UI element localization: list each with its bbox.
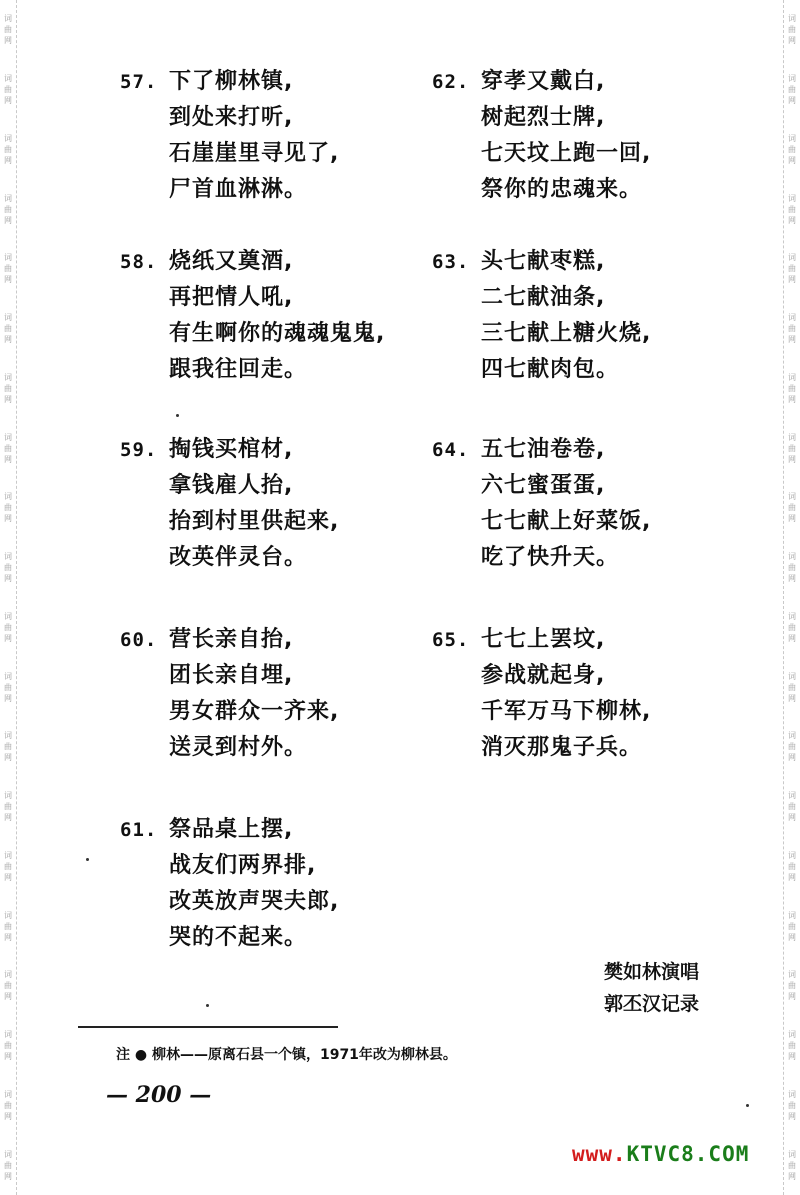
- watermark-char: 网: [788, 454, 796, 464]
- watermark-char: 词: [788, 313, 796, 323]
- watermark-char: 网: [788, 155, 796, 165]
- watermark-char: 曲: [4, 1100, 12, 1110]
- watermark-char: 词: [4, 731, 12, 741]
- watermark-char: 网: [788, 574, 796, 584]
- watermark-char: 词: [788, 611, 796, 621]
- watermark-char: 网: [788, 932, 796, 942]
- verse-line: 到处来打听,: [169, 105, 294, 130]
- watermark-char: 词: [4, 133, 12, 143]
- watermark-group: [788, 896, 796, 956]
- watermark-char: 曲: [4, 921, 12, 931]
- verse-line: 送灵到村外。: [169, 735, 308, 760]
- verse-line: 头七献枣糕,: [481, 249, 606, 274]
- watermark-char: 词: [4, 671, 12, 681]
- watermark-char: 词: [788, 74, 796, 84]
- verse-line: 尸首血淋淋。: [169, 177, 308, 202]
- watermark-char: 网: [788, 96, 796, 106]
- watermark-group: [788, 478, 796, 538]
- footnote-divider: [78, 1026, 338, 1028]
- watermark-char: 曲: [4, 742, 12, 752]
- watermark-char: 词: [788, 253, 796, 263]
- watermark-char: 曲: [788, 861, 796, 871]
- verse-line: 改英放声哭夫郎,: [169, 889, 340, 914]
- verse-line: 七七献上好菜饭,: [481, 509, 652, 534]
- verse-64: [432, 432, 732, 576]
- verse-line: 四七献肉包。: [481, 357, 620, 382]
- watermark-char: 词: [4, 74, 12, 84]
- watermark-group: [788, 418, 796, 478]
- watermark-char: 网: [4, 1052, 12, 1062]
- watermark-char: 网: [4, 454, 12, 464]
- verse-number: 58.: [120, 251, 158, 273]
- watermark-group: [788, 1135, 796, 1195]
- verse-63: [432, 244, 732, 388]
- recorder-credit: 郭丕汉记录: [604, 993, 700, 1015]
- verse-line: 拿钱雇人抬,: [169, 473, 294, 498]
- verse-line: 掏钱买棺材,: [169, 437, 294, 462]
- watermark-char: 网: [788, 394, 796, 404]
- verse-line: 五七油卷卷,: [481, 437, 606, 462]
- watermark-group: [788, 0, 796, 60]
- verse-line: 石崖崖里寻见了,: [169, 141, 340, 166]
- right-watermark-strip: [783, 0, 800, 1195]
- watermark-char: 曲: [4, 443, 12, 453]
- watermark-char: 网: [788, 514, 796, 524]
- watermark-char: 网: [4, 693, 12, 703]
- verse-number: 64.: [432, 439, 470, 461]
- watermark-char: 网: [4, 813, 12, 823]
- watermark-group: [788, 717, 796, 777]
- page-number: — 200 —: [106, 1082, 212, 1108]
- watermark-char: 曲: [788, 503, 796, 513]
- watermark-char: 词: [4, 611, 12, 621]
- watermark-char: 曲: [788, 144, 796, 154]
- watermark-char: 网: [4, 633, 12, 643]
- left-watermark-strip: [0, 0, 17, 1195]
- watermark-char: 词: [4, 193, 12, 203]
- watermark-char: 词: [4, 14, 12, 24]
- watermark-char: 词: [788, 133, 796, 143]
- watermark-char: 词: [4, 492, 12, 502]
- verse-number: 61.: [120, 819, 158, 841]
- verse-57: [120, 64, 420, 208]
- watermark-char: 词: [788, 552, 796, 562]
- verse-number: 57.: [120, 71, 158, 93]
- watermark-char: 网: [788, 1171, 796, 1181]
- watermark-char: 网: [788, 992, 796, 1002]
- verse-number: 65.: [432, 629, 470, 651]
- verse-line: 再把情人吼,: [169, 285, 294, 310]
- verse-line: 烧纸又奠酒,: [169, 249, 294, 274]
- watermark-char: 曲: [4, 85, 12, 95]
- watermark-char: 曲: [4, 861, 12, 871]
- watermark-char: 曲: [4, 144, 12, 154]
- watermark-char: 词: [4, 313, 12, 323]
- verse-line: 穿孝又戴白,: [481, 69, 606, 94]
- verse-line: 抬到村里供起来,: [169, 509, 340, 534]
- verse-line: 消灭那鬼子兵。: [481, 735, 643, 760]
- watermark-group: [4, 299, 12, 359]
- watermark-group: [788, 120, 796, 180]
- scan-speck: [176, 414, 179, 417]
- verse-line: 六七蜜蛋蛋,: [481, 473, 606, 498]
- watermark-char: 网: [4, 335, 12, 345]
- watermark-group: [4, 956, 12, 1016]
- watermark-char: 曲: [788, 383, 796, 393]
- verse-line: 千军万马下柳林,: [481, 699, 652, 724]
- watermark-group: [788, 837, 796, 897]
- watermark-char: 词: [788, 791, 796, 801]
- watermark-char: 曲: [4, 25, 12, 35]
- verse-60: [120, 622, 420, 766]
- watermark-char: 网: [4, 932, 12, 942]
- verse-line: 下了柳林镇,: [169, 69, 294, 94]
- verse-line: 七天坟上跑一回,: [481, 141, 652, 166]
- watermark-char: 曲: [4, 204, 12, 214]
- watermark-char: 曲: [788, 802, 796, 812]
- watermark-group: [788, 179, 796, 239]
- watermark-char: 曲: [4, 324, 12, 334]
- watermark-char: 曲: [4, 682, 12, 692]
- watermark-group: [4, 418, 12, 478]
- verse-line: 营长亲自抬,: [169, 627, 294, 652]
- watermark-char: 曲: [4, 563, 12, 573]
- watermark-group: [4, 657, 12, 717]
- watermark-char: 曲: [4, 622, 12, 632]
- verse-line: 吃了快升天。: [481, 545, 620, 570]
- verse-line: 树起烈士牌,: [481, 105, 606, 130]
- watermark-group: [4, 538, 12, 598]
- watermark-group: [4, 1076, 12, 1136]
- watermark-group: [788, 1076, 796, 1136]
- watermark-char: 词: [4, 850, 12, 860]
- watermark-group: [4, 1135, 12, 1195]
- verse-line: 祭你的忠魂来。: [481, 177, 643, 202]
- watermark-group: [788, 598, 796, 658]
- watermark-char: 曲: [4, 503, 12, 513]
- verse-59: [120, 432, 420, 576]
- watermark-char: 曲: [788, 921, 796, 931]
- scan-speck: [86, 858, 89, 861]
- watermark-group: [4, 896, 12, 956]
- watermark-char: 词: [4, 910, 12, 920]
- watermark-char: 曲: [788, 1041, 796, 1051]
- verse-number: 62.: [432, 71, 470, 93]
- watermark-char: 网: [788, 872, 796, 882]
- watermark-char: 词: [4, 1030, 12, 1040]
- watermark-char: 网: [788, 813, 796, 823]
- watermark-char: 网: [4, 753, 12, 763]
- watermark-char: 曲: [788, 1160, 796, 1170]
- watermark-char: 曲: [788, 981, 796, 991]
- watermark-char: 曲: [4, 802, 12, 812]
- watermark-char: 词: [788, 193, 796, 203]
- footnote: 注 ● 柳林——原离石县一个镇，1971年改为柳林县。: [116, 1047, 457, 1063]
- singer-credit: 樊如林演唱: [604, 961, 700, 983]
- site-link-prefix: www.: [572, 1142, 627, 1166]
- watermark-group: [4, 359, 12, 419]
- watermark-char: 网: [4, 96, 12, 106]
- watermark-char: 网: [4, 514, 12, 524]
- watermark-group: [788, 956, 796, 1016]
- watermark-group: [4, 179, 12, 239]
- verse-65: [432, 622, 732, 766]
- scan-speck: [206, 1004, 209, 1007]
- watermark-char: 网: [788, 1111, 796, 1121]
- watermark-char: 网: [788, 1052, 796, 1062]
- watermark-char: 词: [788, 970, 796, 980]
- watermark-group: [4, 478, 12, 538]
- watermark-group: [4, 717, 12, 777]
- watermark-char: 曲: [788, 622, 796, 632]
- watermark-char: 曲: [788, 563, 796, 573]
- watermark-char: 曲: [4, 1160, 12, 1170]
- watermark-char: 词: [4, 552, 12, 562]
- watermark-char: 曲: [788, 25, 796, 35]
- watermark-char: 曲: [788, 85, 796, 95]
- watermark-char: 词: [788, 492, 796, 502]
- watermark-char: 词: [4, 1089, 12, 1099]
- watermark-group: [4, 60, 12, 120]
- watermark-char: 网: [788, 215, 796, 225]
- watermark-char: 曲: [4, 1041, 12, 1051]
- watermark-char: 网: [788, 275, 796, 285]
- watermark-group: [4, 120, 12, 180]
- watermark-char: 网: [4, 155, 12, 165]
- watermark-char: 曲: [788, 204, 796, 214]
- watermark-char: 网: [4, 992, 12, 1002]
- credits: [604, 956, 699, 1020]
- watermark-group: [4, 598, 12, 658]
- watermark-group: [788, 538, 796, 598]
- watermark-group: [4, 777, 12, 837]
- watermark-char: 网: [4, 574, 12, 584]
- watermark-char: 网: [4, 36, 12, 46]
- watermark-char: 词: [788, 910, 796, 920]
- watermark-group: [788, 60, 796, 120]
- watermark-char: 词: [788, 1089, 796, 1099]
- verse-line: 三七献上糖火烧,: [481, 321, 652, 346]
- watermark-char: 词: [4, 970, 12, 980]
- watermark-group: [788, 1016, 796, 1076]
- watermark-char: 网: [788, 335, 796, 345]
- watermark-group: [788, 299, 796, 359]
- watermark-char: 词: [788, 14, 796, 24]
- verse-line: 有生啊你的魂魂鬼鬼,: [169, 321, 386, 346]
- watermark-char: 网: [4, 275, 12, 285]
- watermark-char: 词: [788, 432, 796, 442]
- watermark-char: 曲: [4, 383, 12, 393]
- watermark-char: 曲: [4, 981, 12, 991]
- verse-line: 祭品桌上摆,: [169, 817, 294, 842]
- watermark-char: 曲: [4, 264, 12, 274]
- verse-line: 七七上罢坟,: [481, 627, 606, 652]
- watermark-group: [788, 777, 796, 837]
- watermark-char: 词: [788, 1149, 796, 1159]
- watermark-char: 网: [788, 753, 796, 763]
- verse-line: 改英伴灵台。: [169, 545, 308, 570]
- watermark-char: 词: [788, 731, 796, 741]
- watermark-group: [788, 359, 796, 419]
- watermark-char: 曲: [788, 443, 796, 453]
- verse-number: 59.: [120, 439, 158, 461]
- watermark-char: 词: [4, 791, 12, 801]
- watermark-char: 网: [788, 633, 796, 643]
- verse-line: 参战就起身,: [481, 663, 606, 688]
- verse-line: 战友们两界排,: [169, 853, 317, 878]
- watermark-char: 网: [4, 1171, 12, 1181]
- verse-number: 63.: [432, 251, 470, 273]
- watermark-char: 网: [4, 1111, 12, 1121]
- watermark-char: 网: [4, 394, 12, 404]
- verse-line: 跟我往回走。: [169, 357, 308, 382]
- watermark-char: 词: [4, 432, 12, 442]
- watermark-char: 词: [788, 1030, 796, 1040]
- watermark-char: 词: [788, 372, 796, 382]
- watermark-group: [4, 1016, 12, 1076]
- watermark-char: 曲: [788, 682, 796, 692]
- watermark-group: [788, 657, 796, 717]
- watermark-char: 曲: [788, 324, 796, 334]
- watermark-char: 网: [788, 693, 796, 703]
- verse-line: 二七献油条,: [481, 285, 606, 310]
- verse-58: [120, 244, 420, 388]
- watermark-char: 曲: [788, 1100, 796, 1110]
- verse-62: [432, 64, 732, 208]
- watermark-char: 词: [4, 372, 12, 382]
- verse-61: [120, 812, 420, 956]
- watermark-char: 曲: [788, 264, 796, 274]
- watermark-char: 曲: [788, 742, 796, 752]
- watermark-group: [4, 0, 12, 60]
- watermark-char: 词: [788, 671, 796, 681]
- watermark-char: 网: [4, 872, 12, 882]
- watermark-char: 网: [788, 36, 796, 46]
- site-link[interactable]: [572, 1142, 749, 1166]
- site-link-domain: KTVC8.COM: [626, 1142, 750, 1166]
- watermark-group: [4, 837, 12, 897]
- verse-line: 团长亲自埋,: [169, 663, 294, 688]
- watermark-group: [4, 239, 12, 299]
- verse-line: 男女群众一齐来,: [169, 699, 340, 724]
- verse-line: 哭的不起来。: [169, 925, 308, 950]
- watermark-char: 网: [4, 215, 12, 225]
- watermark-group: [788, 239, 796, 299]
- watermark-char: 词: [788, 850, 796, 860]
- watermark-char: 词: [4, 253, 12, 263]
- verse-number: 60.: [120, 629, 158, 651]
- scan-speck: [746, 1104, 749, 1107]
- watermark-char: 词: [4, 1149, 12, 1159]
